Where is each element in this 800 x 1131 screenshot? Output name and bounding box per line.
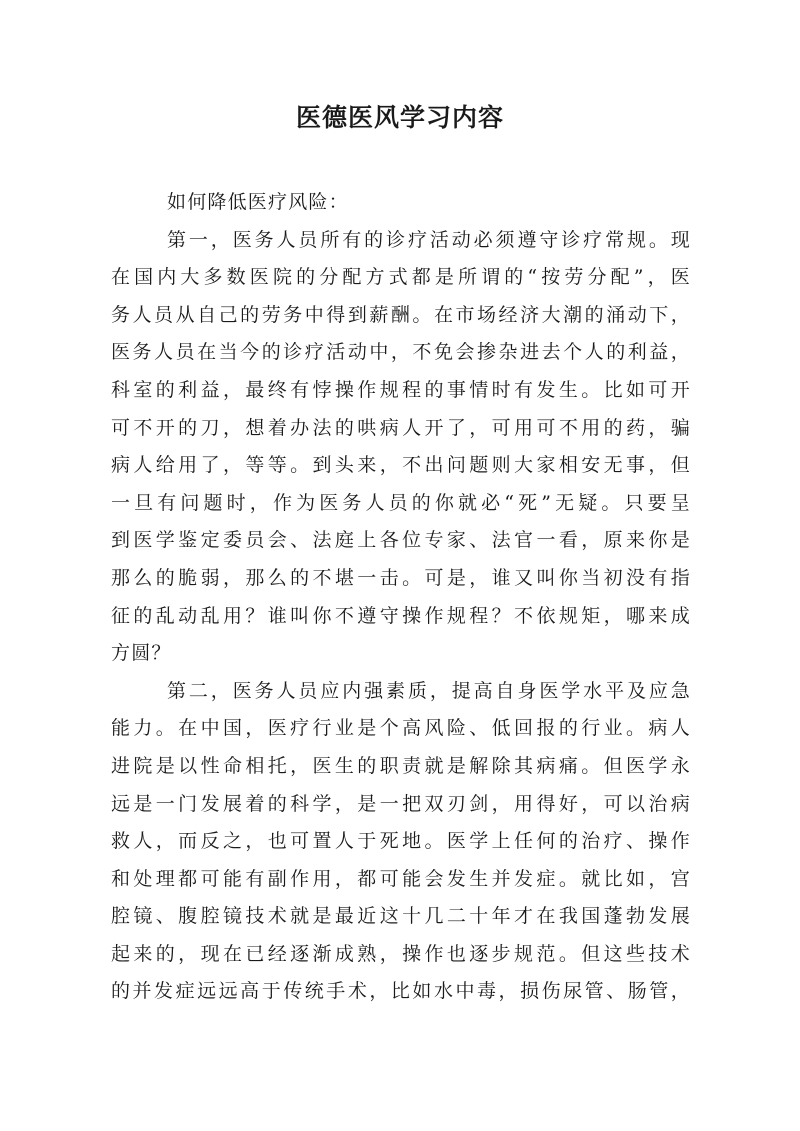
paragraph-1-line: 征的乱动乱用？谁叫你不遵守操作规程？不依规矩，哪来成 bbox=[111, 604, 691, 627]
paragraph-2-line: 进院是以性命相托，医生的职责就是解除其病痛。但医学永 bbox=[111, 754, 691, 777]
paragraph-1-line: 一旦有问题时，作为医务人员的你就必“死”无疑。只要呈 bbox=[111, 491, 691, 514]
paragraph-2-line: 起来的，现在已经逐渐成熟，操作也逐步规范。但这些技术 bbox=[111, 942, 691, 965]
paragraph-1-line: 到医学鉴定委员会、法庭上各位专家、法官一看，原来你是 bbox=[111, 529, 691, 552]
paragraph-1-line: 方圆？ bbox=[111, 642, 172, 665]
paragraph-1-line: 病人给用了，等等。到头来，不出问题则大家相安无事，但 bbox=[111, 454, 691, 477]
paragraph-1-line: 那么的脆弱，那么的不堪一击。可是，谁又叫你当初没有指 bbox=[111, 566, 691, 589]
paragraph-1-line: 可不开的刀，想着办法的哄病人开了，可用可不用的药，骗 bbox=[111, 416, 691, 439]
paragraph-2-line: 第二，医务人员应内强素质，提高自身医学水平及应急 bbox=[167, 679, 691, 702]
paragraph-2-line: 救人，而反之，也可置人于死地。医学上任何的治疗、操作 bbox=[111, 830, 691, 853]
paragraph-1-line: 第一，医务人员所有的诊疗活动必须遵守诊疗常规。现 bbox=[167, 228, 691, 251]
paragraph-2-line: 远是一门发展着的科学，是一把双刃剑，用得好，可以治病 bbox=[111, 792, 691, 815]
paragraph-2-line: 的并发症远远高于传统手术，比如水中毒，损伤尿管、肠管， bbox=[111, 980, 691, 1003]
paragraph-2-line: 能力。在中国，医疗行业是个高风险、低回报的行业。病人 bbox=[111, 717, 691, 740]
paragraph-1-line: 科室的利益，最终有悖操作规程的事情时有发生。比如可开 bbox=[111, 378, 691, 401]
paragraph-2-line: 腔镜、腹腔镜技术就是最近这十几二十年才在我国蓬勃发展 bbox=[111, 905, 691, 928]
paragraph-1-line: 务人员从自己的劳务中得到薪酬。在市场经济大潮的涌动下， bbox=[111, 303, 691, 326]
paragraph-2-line: 和处理都可能有副作用，都可能会发生并发症。就比如，宫 bbox=[111, 867, 691, 890]
paragraph-1-line: 医务人员在当今的诊疗活动中，不免会掺杂进去个人的利益， bbox=[111, 341, 691, 364]
document-body bbox=[111, 184, 691, 1011]
document-title: 医德医风学习内容 bbox=[295, 103, 504, 132]
paragraph-1-line: 在国内大多数医院的分配方式都是所谓的“按劳分配”，医 bbox=[111, 266, 691, 289]
section-heading: 如何降低医疗风险： bbox=[167, 191, 349, 213]
